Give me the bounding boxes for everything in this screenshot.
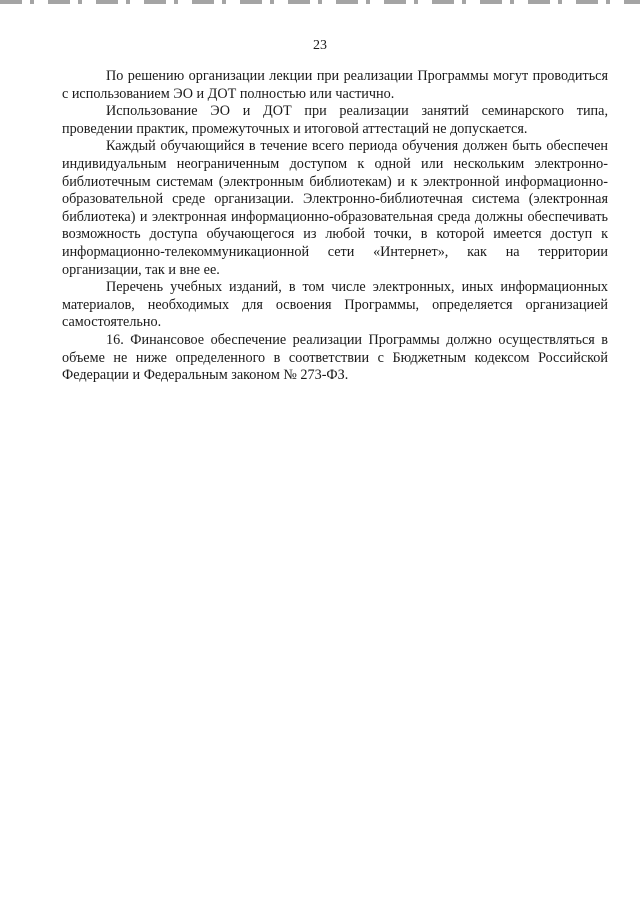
- paragraph-financial-support: 16. Финансовое обеспечение реализации Программы должно осуществляться в объеме не ниже определенного в соответствии с Бюджетным кодексом Российской Федерации и Федеральным законом № 273-ФЗ.: [62, 331, 608, 384]
- scan-edge-artifact: [0, 0, 640, 4]
- paragraph-lectures-remote: По решению организации лекции при реализации Программы могут проводиться с использованием ЭО и ДОТ полностью или частично.: [62, 68, 608, 102]
- paragraph-library-access: Каждый обучающийся в течение всего периода обучения должен быть обеспечен индивидуальным неограниченным доступом к одной или нескольким электронно-библиотечным системам (электронным библиотекам) и к электронной информационно-образовательной среде организации. Электронно-библиотечная система (электронная библиотека) и электронная информационно-образовательная среда должны обеспечивать возможность доступа обучающегося из любой точки, в которой имеется доступ к информационно-телекоммуникационной сети «Интернет», как на территории организации, так и вне ее.: [62, 138, 608, 278]
- document-body: [62, 68, 608, 385]
- page-number: 23: [313, 38, 327, 53]
- paragraph-seminars-restriction: Использование ЭО и ДОТ при реализации занятий семинарского типа, проведении практик, промежуточных и итоговой аттестаций не допускается.: [62, 103, 608, 137]
- paragraph-publications-list: Перечень учебных изданий, в том числе электронных, иных информационных материалов, необходимых для освоения Программы, определяется организацией самостоятельно.: [62, 279, 608, 331]
